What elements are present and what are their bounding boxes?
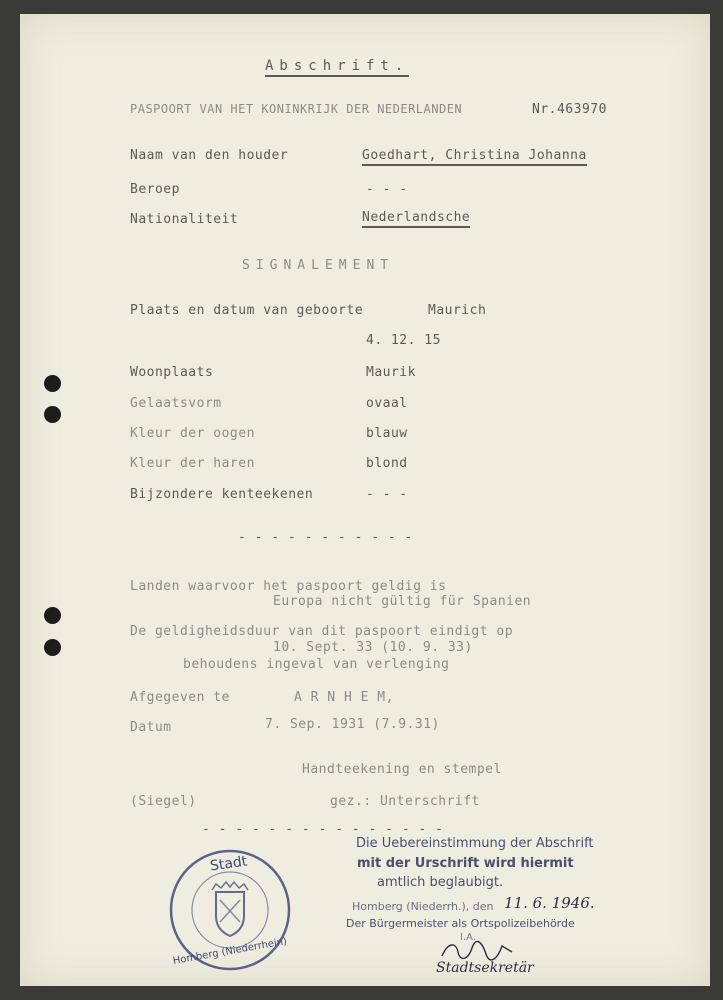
signature-line: Handteekening en stempel [302,762,502,777]
issued-label: Afgegeven te [130,690,230,705]
passport-number: Nr.463970 [532,102,607,117]
certification-line-1: Die Uebereinstimmung der Abschrift [356,836,594,851]
holder-name-value: Goedhart, Christina Johanna [362,148,587,166]
hair-value: blond [366,456,408,471]
marks-value: - - - [366,487,408,502]
eyes-label: Kleur der oogen [130,426,255,441]
handwritten-signature: Stadtsekretär [436,960,534,976]
date-label: Datum [130,720,172,735]
seal-top-text: Stadt [209,853,249,875]
residence-label: Woonplaats [130,365,214,380]
face-label: Gelaatsvorm [130,396,222,411]
punch-hole [44,406,61,423]
document-page [20,14,710,986]
profession-value: - - - [366,182,408,197]
signature-scribble [438,938,518,964]
countries-line: Landen waarvoor het paspoort geldig is [130,579,447,594]
face-value: ovaal [366,396,408,411]
certification-place-date: Homberg (Niederrh.), den [352,900,494,913]
birth-place: Maurich [428,303,487,318]
extension-line: behoudens ingeval van verlenging [183,657,450,672]
seal-bottom-text: Homberg (Niederrhein) [172,936,288,967]
punch-hole [44,375,61,392]
countries-value: Europa nicht gültig für Spanien [273,594,532,609]
nationality-value: Nederlandsche [362,210,470,228]
eyes-value: blauw [366,426,408,441]
separator-line: - - - - - - - - - - - - - - - [202,822,444,837]
certification-initials: I.A. [460,932,476,943]
certification-line-2: mit der Urschrift wird hiermit [357,856,574,871]
marks-label: Bijzondere kenteekenen [130,487,314,502]
seal-label: (Siegel) [130,794,197,809]
hair-label: Kleur der haren [130,456,255,471]
duration-line: De geldigheidsduur van dit paspoort eindigt op [130,624,514,639]
separator-line: - - - - - - - - - - - [238,530,413,545]
profession-label: Beroep [130,182,180,197]
birth-label: Plaats en datum van geboorte [130,303,364,318]
birth-date: 4. 12. 15 [366,333,441,348]
residence-value: Maurik [366,365,416,380]
nationality-label: Nationaliteit [130,212,239,227]
document-title: Abschrift. [265,58,409,77]
passport-line: PASPOORT VAN HET KONINKRIJK DER NEDERLANDEN [130,102,463,116]
official-seal [166,846,294,974]
holder-name-label: Naam van den houder [130,148,289,163]
punch-hole [44,639,61,656]
issued-place: A R N H E M, [294,690,394,705]
punch-hole [44,607,61,624]
handwritten-date: 11. 6. 1946. [504,894,595,912]
duration-value: 10. Sept. 33 (10. 9. 33) [273,640,473,655]
signalement-heading: SIGNALEMENT [242,258,395,273]
certification-line-3: amtlich beglaubigt. [377,875,504,890]
signed-value: gez.: Unterschrift [330,794,480,809]
certification-authority: Der Bürgermeister als Ortspolizeibehörde [346,917,575,930]
date-value: 7. Sep. 1931 (7.9.31) [265,717,440,732]
